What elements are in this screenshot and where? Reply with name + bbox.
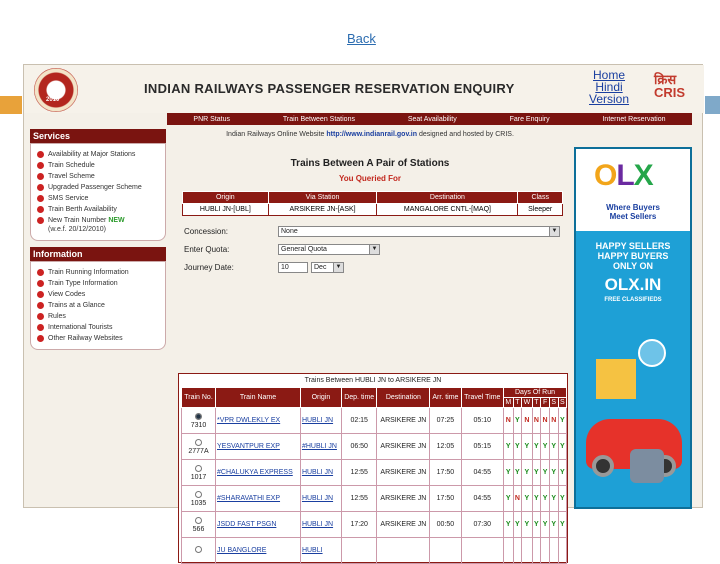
th-day: T — [532, 398, 541, 408]
day-run-cell: N — [549, 408, 558, 434]
quota-label: Enter Quota: — [184, 244, 230, 254]
train-name-text: *VPR DWLEKLY EX — [217, 417, 281, 424]
train-no — [182, 538, 216, 564]
hosted-post: designed and hosted by CRIS. — [418, 131, 514, 138]
train-arr — [430, 408, 461, 434]
th-day: S — [559, 399, 565, 406]
train-dep-text: 12:55 — [350, 495, 368, 502]
day-run-cell: N — [522, 408, 532, 434]
train-dep — [341, 512, 377, 538]
day-run-cell: Y — [549, 460, 558, 486]
bullet-icon — [37, 291, 44, 298]
version-link[interactable]: Version — [589, 92, 630, 106]
train-radio[interactable] — [195, 546, 202, 553]
train-dep-text: 17:20 — [350, 521, 368, 528]
day-run-cell: Y — [558, 434, 566, 460]
date-day-select[interactable] — [278, 262, 308, 273]
th-day: S — [549, 398, 558, 408]
services-heading: Services — [30, 129, 166, 143]
col-class: Class — [518, 192, 563, 204]
sidebar-item-label: Train Running Information — [48, 269, 129, 276]
day-run-cell: Y — [513, 408, 522, 434]
ad-slogan-line: HAPPY BUYERS — [597, 251, 669, 261]
day-run-cell: N — [513, 486, 522, 512]
nav-internet-reservation[interactable]: Internet Reservation — [602, 115, 666, 123]
train-radio[interactable] — [195, 465, 202, 472]
table-row — [182, 460, 567, 486]
table-row — [182, 408, 567, 434]
table-row — [182, 538, 567, 564]
day-run-cell: Y — [522, 486, 532, 512]
bullet-icon — [37, 162, 44, 169]
day-run-cell: Y — [532, 486, 541, 512]
train-origin-text: HUBLI JN — [301, 521, 334, 528]
home-link[interactable]: Home — [593, 68, 626, 82]
train-arr-text: 17:50 — [436, 495, 455, 502]
train-name-text: JSDD FAST PSGN — [217, 521, 277, 528]
chevron-down-icon: ▼ — [549, 227, 559, 236]
train-dep-text: 06:50 — [350, 443, 368, 450]
train-name[interactable] — [216, 512, 301, 538]
train-name[interactable] — [216, 486, 301, 512]
date-month-select[interactable] — [311, 262, 344, 273]
bullet-icon — [37, 173, 44, 180]
day-run-cell — [503, 538, 513, 564]
day-run-cell: Y — [558, 486, 566, 512]
bullet-icon — [37, 184, 44, 191]
train-origin-text: #HUBLI JN — [301, 443, 337, 450]
day-run-cell: Y — [558, 460, 566, 486]
cris-logo — [654, 73, 685, 99]
day-run-cell: Y — [503, 512, 513, 538]
day-run-cell: N — [532, 408, 541, 434]
train-travel — [461, 434, 503, 460]
day-run-cell: Y — [541, 434, 550, 460]
hosted-note — [170, 131, 570, 138]
day-run-cell: Y — [549, 434, 558, 460]
ad-header — [576, 149, 690, 231]
train-arr — [430, 538, 461, 564]
table-row — [182, 512, 567, 538]
col-via: Via Station — [268, 192, 377, 204]
date-month-value: Dec — [314, 263, 327, 271]
information-heading: Information — [30, 247, 166, 261]
enquiry-form — [184, 224, 570, 274]
ad-tagline-line: Meet Sellers — [609, 212, 657, 221]
train-name-text: #CHALUKYA EXPRESS — [217, 469, 293, 476]
sidebar-item-label: International Tourists — [48, 324, 113, 331]
day-run-cell: Y — [541, 460, 550, 486]
sidebar-item-note: (w.e.f. 20/12/2010) — [48, 226, 106, 233]
th-arr-time: Arr. time — [430, 388, 461, 408]
train-origin[interactable] — [300, 408, 341, 434]
bullet-icon — [37, 324, 44, 331]
th-dep-time: Dep. time — [341, 388, 377, 408]
sidebar — [30, 127, 166, 350]
train-travel-text: 07:30 — [473, 521, 492, 528]
ad-tagline-line: Where Buyers — [606, 203, 660, 212]
sidebar-item[interactable] — [37, 150, 162, 159]
query-table — [182, 191, 563, 216]
sidebar-item[interactable] — [37, 194, 162, 203]
train-dep — [341, 486, 377, 512]
train-arr-text: 12:05 — [436, 443, 455, 450]
train-travel-text: 05:10 — [473, 417, 492, 424]
sidebar-item[interactable] — [37, 172, 162, 181]
mascot-icon — [638, 339, 666, 367]
bullet-icon — [37, 302, 44, 309]
train-origin-text: HUBLI JN — [301, 469, 334, 476]
page-title: INDIAN RAILWAYS PASSENGER RESERVATION ENQUIRY — [144, 81, 515, 96]
day-run-cell: Y — [549, 512, 558, 538]
th-train-name: Train Name — [216, 388, 301, 408]
day-run-cell: Y — [541, 486, 550, 512]
nav-fare-enquiry[interactable]: Fare Enquiry — [509, 115, 550, 123]
train-origin-text: HUBLI JN — [301, 417, 334, 424]
train-travel — [461, 486, 503, 512]
sidebar-item[interactable] — [37, 183, 162, 192]
sidebar-item-label: Other Railway Websites — [48, 335, 123, 342]
sidebar-item-label: Trains at a Glance — [48, 302, 105, 309]
train-no-text: 1035 — [190, 499, 207, 507]
day-run-cell: N — [541, 408, 550, 434]
trains-panel — [178, 373, 568, 563]
trains-table — [181, 387, 567, 564]
th-days-of-run: Days Of Run — [503, 388, 566, 398]
sidebar-item-label: Train Berth Availability — [48, 206, 117, 213]
ad-slogan — [576, 241, 690, 271]
th-train-no: Train No. — [182, 388, 216, 408]
train-dest-text: ARSIKERE JN — [380, 495, 427, 502]
train-no — [182, 460, 216, 486]
train-dest — [377, 486, 430, 512]
train-no — [182, 434, 216, 460]
chevron-down-icon: ▼ — [369, 245, 379, 254]
query-class: Sleeper — [518, 204, 563, 216]
day-run-cell: Y — [513, 512, 522, 538]
nav-seat-availability[interactable]: Seat Availability — [407, 115, 457, 123]
train-dep — [341, 408, 377, 434]
sidebar-item[interactable] — [37, 216, 162, 234]
ad-slogan-line: HAPPY SELLERS — [595, 241, 671, 251]
train-dep — [341, 434, 377, 460]
train-no-text: 1017 — [190, 473, 207, 481]
day-run-cell: Y — [522, 512, 532, 538]
train-no-text: 2777A — [188, 447, 209, 455]
sidebar-item[interactable] — [37, 268, 162, 277]
train-origin[interactable] — [300, 486, 341, 512]
day-run-cell — [513, 538, 522, 564]
sidebar-item-label: Rules — [48, 313, 66, 320]
date-day-value: 10 — [281, 263, 289, 271]
bullet-icon — [37, 151, 44, 158]
sidebar-item[interactable] — [37, 205, 162, 214]
table-row — [182, 434, 567, 460]
sidebar-item-label: New Train Number — [48, 217, 107, 224]
chevron-down-icon: ▼ — [333, 263, 343, 272]
sidebar-item-label: Train Type Information — [48, 280, 118, 287]
day-run-cell: Y — [532, 460, 541, 486]
th-origin: Origin — [300, 388, 341, 408]
robot-icon — [630, 449, 664, 483]
logo-year: 2010 — [46, 97, 60, 103]
train-travel — [461, 460, 503, 486]
train-arr — [430, 486, 461, 512]
train-dest-text: ARSIKERE JN — [380, 521, 427, 528]
train-travel-text: 04:55 — [473, 469, 492, 476]
day-run-cell: Y — [522, 434, 532, 460]
train-no — [182, 408, 216, 434]
concession-select[interactable] — [278, 226, 560, 237]
day-run-cell: Y — [513, 460, 522, 486]
day-run-cell — [549, 538, 558, 564]
day-run-cell: Y — [503, 460, 513, 486]
col-destination: Destination — [377, 192, 518, 204]
day-run-cell: Y — [503, 486, 513, 512]
olx-logo-l: L — [616, 159, 634, 192]
train-origin[interactable] — [300, 512, 341, 538]
train-radio[interactable] — [195, 413, 202, 420]
nav-train-between-stations[interactable]: Train Between Stations — [282, 115, 355, 123]
train-arr — [430, 460, 461, 486]
olx-advertisement[interactable] — [574, 147, 692, 509]
ad-tagline — [576, 203, 690, 221]
train-radio[interactable] — [195, 439, 202, 446]
sidebar-item[interactable] — [37, 334, 162, 343]
th-day: W — [523, 399, 531, 406]
olx-logo — [594, 159, 653, 193]
query-via: ARSIKERE JN-[ASK] — [268, 204, 377, 216]
train-dest — [377, 460, 430, 486]
cris-hindi-text: क्रिस — [654, 72, 677, 87]
train-dep — [341, 460, 377, 486]
table-row — [182, 486, 567, 512]
train-arr-text: 07:25 — [436, 417, 455, 424]
sidebar-item-label: Travel Scheme — [48, 173, 95, 180]
day-run-cell — [522, 538, 532, 564]
train-dep — [341, 538, 377, 564]
day-run-cell: Y — [558, 512, 566, 538]
nav-pnr-status[interactable]: PNR Status — [193, 115, 230, 123]
sidebar-item[interactable] — [37, 161, 162, 170]
train-no-text: 566 — [192, 525, 205, 533]
cris-text: CRIS — [654, 85, 686, 100]
indianrail-link[interactable]: http://www.indianrail.gov.in — [326, 131, 417, 138]
right-accent-bar — [705, 96, 720, 114]
trains-caption: Trains Between HUBLI JN to ARSIKERE JN — [304, 377, 442, 384]
quota-select[interactable] — [278, 244, 380, 255]
train-dest — [377, 538, 430, 564]
th-day: T — [513, 398, 522, 408]
information-box — [30, 261, 166, 350]
day-run-cell: Y — [532, 512, 541, 538]
th-day: M — [505, 399, 512, 406]
sidebar-item-label: Upgraded Passenger Scheme — [48, 184, 142, 191]
sidebar-item-label: View Codes — [48, 291, 86, 298]
train-radio[interactable] — [195, 491, 202, 498]
day-run-cell: Y — [549, 486, 558, 512]
olx-logo-o: O — [594, 159, 617, 192]
back-link[interactable]: Back — [347, 31, 376, 46]
day-run-cell: N — [503, 408, 513, 434]
sidebar-item[interactable] — [37, 301, 162, 310]
hosted-pre: Indian Railways Online Website — [226, 131, 325, 138]
sidebar-item-label: Availability at Major Stations — [48, 151, 136, 158]
train-travel — [461, 408, 503, 434]
train-name-text: JU BANGLORE — [217, 547, 267, 554]
train-no — [182, 486, 216, 512]
section-heading: Trains Between A Pair of Stations — [290, 158, 450, 169]
th-destination: Destination — [377, 388, 430, 408]
day-run-cell: Y — [532, 434, 541, 460]
date-label: Journey Date: — [184, 262, 234, 272]
sidebar-item[interactable] — [37, 279, 162, 288]
train-origin-text: HUBLI JN — [301, 495, 334, 502]
bullet-icon — [37, 280, 44, 287]
concession-value: None — [281, 227, 298, 235]
bullet-icon — [37, 269, 44, 276]
day-run-cell — [532, 538, 541, 564]
train-name[interactable] — [216, 408, 301, 434]
ad-url: OLX.IN — [604, 275, 662, 294]
concession-label: Concession: — [184, 226, 229, 236]
ad-slogan-line: ONLY ON — [612, 261, 653, 271]
hindi-link[interactable]: Hindi — [595, 80, 623, 94]
train-travel-text: 05:15 — [473, 443, 492, 450]
train-no — [182, 512, 216, 538]
ad-sub: FREE CLASSIFIEDS — [604, 297, 662, 303]
query-origin: HUBLI JN-[UBL] — [183, 204, 269, 216]
day-run-cell: Y — [541, 512, 550, 538]
indian-railways-logo-icon — [34, 68, 78, 112]
main-content — [170, 127, 570, 554]
top-nav — [167, 113, 692, 125]
train-origin-text: HUBLI — [301, 547, 323, 554]
train-name[interactable] — [216, 460, 301, 486]
train-travel — [461, 512, 503, 538]
train-origin[interactable] — [300, 538, 341, 564]
bullet-icon — [37, 335, 44, 342]
sidebar-item[interactable] — [37, 312, 162, 321]
train-origin[interactable] — [300, 460, 341, 486]
left-accent-bar — [0, 96, 22, 114]
day-run-cell: Y — [513, 434, 522, 460]
train-no-text: 7310 — [190, 421, 207, 429]
train-dest-text: ARSIKERE JN — [380, 469, 427, 476]
train-dest-text: ARSIKERE JN — [380, 417, 427, 424]
railway-screenshot — [23, 64, 703, 554]
quota-value: General Quota — [281, 245, 327, 253]
day-run-cell — [558, 538, 566, 564]
train-name-text: YESVANTPUR EXP — [217, 443, 280, 450]
bullet-icon — [37, 313, 44, 320]
train-origin[interactable] — [300, 434, 341, 460]
day-run-cell — [541, 538, 550, 564]
day-run-cell: Y — [558, 408, 566, 434]
train-arr-text: 00:50 — [436, 521, 455, 528]
train-arr — [430, 434, 461, 460]
col-origin: Origin — [183, 192, 269, 204]
day-run-cell: Y — [503, 434, 513, 460]
train-radio[interactable] — [195, 517, 202, 524]
olx-logo-x: X — [633, 159, 653, 192]
wheel-icon — [592, 455, 614, 477]
train-arr — [430, 512, 461, 538]
th-day: F — [541, 398, 550, 408]
sidebar-item[interactable] — [37, 290, 162, 299]
train-dest — [377, 434, 430, 460]
sidebar-item-label: Train Schedule — [48, 162, 95, 169]
train-name[interactable] — [216, 538, 301, 564]
query-destination: MANGALORE CNTL-[MAQ] — [377, 204, 518, 216]
train-dep-text: 02:15 — [350, 417, 368, 424]
th-travel-time: Travel Time — [461, 388, 503, 408]
services-box — [30, 143, 166, 241]
header-links — [589, 69, 629, 105]
bullet-icon — [37, 195, 44, 202]
queried-label: You Queried For — [338, 174, 402, 183]
train-dest-text: ARSIKERE JN — [380, 443, 427, 450]
train-travel-text: 04:55 — [473, 495, 492, 502]
bullet-icon — [37, 206, 44, 213]
day-run-cell: Y — [522, 460, 532, 486]
train-name-text: #SHARAVATHI EXP — [217, 495, 281, 502]
train-dest — [377, 408, 430, 434]
train-name[interactable] — [216, 434, 301, 460]
train-dep-text: 12:55 — [350, 469, 368, 476]
train-arr-text: 17:50 — [436, 469, 455, 476]
sidebar-item-label: SMS Service — [48, 195, 89, 202]
sidebar-item[interactable] — [37, 323, 162, 332]
train-dest — [377, 512, 430, 538]
train-travel — [461, 538, 503, 564]
new-badge: NEW — [108, 217, 125, 224]
site-header — [24, 65, 704, 113]
bullet-icon — [37, 217, 44, 224]
house-icon — [596, 359, 636, 399]
